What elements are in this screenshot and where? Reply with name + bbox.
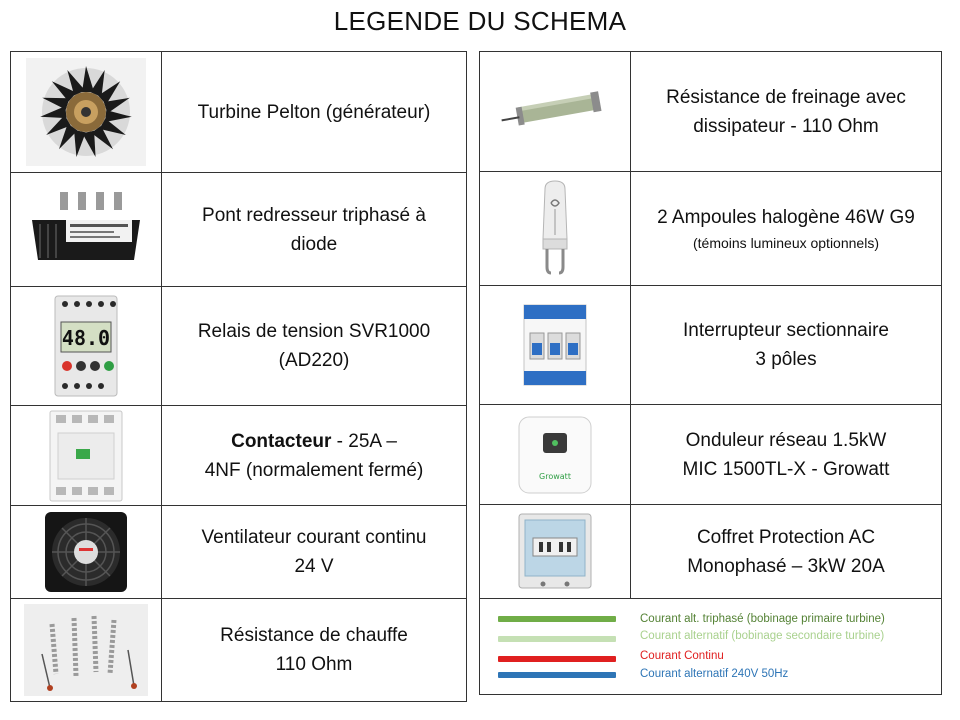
circuit-breaker-icon [520, 303, 590, 387]
legend-row [480, 172, 942, 286]
pelton-turbine-icon [26, 58, 146, 166]
legend-label: MIC 1500TL-X - Growatt [682, 458, 890, 480]
legend-label: Ventilateur courant continu [201, 527, 427, 548]
protection-box-icon [515, 512, 595, 592]
legend-label: - 25A – [331, 430, 397, 452]
legend-label: Monophasé – 3kW 20A [687, 555, 885, 577]
legend-row [11, 52, 467, 173]
fan-icon [41, 510, 131, 594]
legend-row [11, 287, 467, 406]
contactor-icon [46, 409, 126, 503]
rectifier-bridge-icon [26, 190, 146, 270]
legend-label: Résistance de freinage avec [666, 86, 906, 108]
legend-label: dissipateur - 110 Ohm [693, 115, 879, 137]
legend-row [480, 505, 942, 599]
legend-row [480, 286, 942, 405]
halogen-bulb-icon [525, 179, 585, 279]
legend-row [11, 506, 467, 599]
inverter-brand: Growatt [539, 471, 571, 481]
legend-label: Pont redresseur triphasé à [202, 204, 426, 226]
legend-table-right [479, 51, 942, 695]
legend-label: 4NF (normalement fermé) [204, 459, 424, 481]
legend-label: 110 Ohm [275, 654, 353, 675]
color-key-row [480, 599, 942, 695]
key-line [498, 616, 616, 622]
legend-label: diode [290, 233, 338, 255]
legend-label: Relais de tension SVR1000 [197, 321, 431, 342]
legend-label: Onduleur réseau 1.5kW [685, 429, 887, 451]
heating-resistor-icon [24, 604, 148, 696]
legend-row [480, 52, 942, 172]
page-title: LEGENDE DU SCHEMA [333, 6, 627, 36]
key-label: Courant alternatif 240V 50Hz [640, 668, 789, 680]
legend-label: 24 V [294, 556, 334, 577]
brake-resistor-icon [495, 87, 615, 137]
legend-label: Résistance de chauffe [220, 625, 408, 646]
inverter-icon [515, 413, 595, 497]
legend-row [11, 173, 467, 287]
legend-table-left [10, 51, 467, 702]
key-line [498, 656, 616, 662]
key-label: Courant alternatif (bobinage secondaire turbine) [640, 630, 885, 642]
legend-row [11, 406, 467, 506]
legend-label: 3 pôles [755, 349, 817, 370]
legend-row [480, 405, 942, 505]
relay-display: 48.0 [61, 326, 111, 350]
legend-label: 2 Ampoules halogène 46W G9 [657, 207, 915, 228]
key-label: Courant alt. triphasé (bobinage primaire turbine) [640, 613, 885, 625]
key-line [498, 672, 616, 678]
voltage-relay-icon [51, 294, 121, 398]
legend-row [11, 599, 467, 702]
legend-sublabel: (témoins lumineux optionnels) [693, 235, 879, 251]
legend-label: Interrupteur sectionnaire [683, 320, 889, 341]
color-key [488, 599, 928, 694]
key-line [498, 636, 616, 642]
key-label: Courant Continu [640, 650, 724, 662]
legend-label: (AD220) [278, 350, 350, 371]
legend-label: Turbine Pelton (générateur) [197, 101, 431, 123]
legend-label-bold: Contacteur [231, 430, 332, 452]
legend-label: Coffret Protection AC [696, 526, 876, 548]
